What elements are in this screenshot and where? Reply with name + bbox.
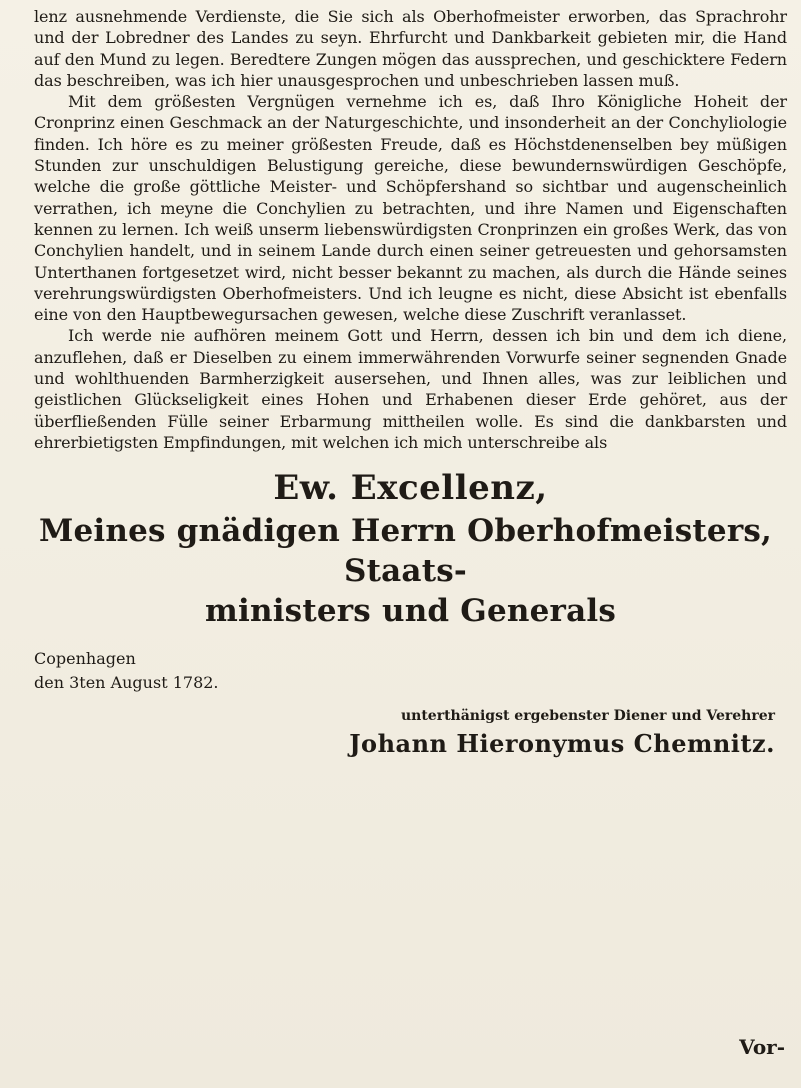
- address-line-1: Ew. Excellenz,: [273, 468, 548, 509]
- date-text: den 3ten August 1782.: [34, 673, 219, 693]
- paragraph-1: lenz ausnehmende Verdienste, die Sie sich als Oberhofmeister erworben, das Sprachrohr und der Lobredner des Landes zu seyn. Ehrfurcht und Dankbarkeit gebieten mir, die Hand auf den Mund zu legen. Beredtere Zungen mögen das aussprechen, und geschicktere Federn das beschreiben, was ich hier unausgesprochen und unbeschrieben lassen muß.: [34, 7, 787, 90]
- address-line-2: Meines gnädigen Herrn Oberhofmeisters, Staats-: [38, 513, 773, 590]
- address-line-3: ministers und Generals: [204, 593, 617, 630]
- catchword: Vor-: [739, 1035, 785, 1059]
- paragraph-2: Mit dem größesten Vergnügen vernehme ich es, daß Ihro Königliche Hoheit der Cronprinz einen Geschmack an der Naturgeschichte, und insonderheit an der Conchyliologie finden. Ich höre es zu meiner größesten Freude, daß es Höchstdenenselben bey müßigen Stunden zur unschuldigen Belustigung gereiche, diese bewundernswürdigen Geschöpfe, welche die große göttliche Meister- und Schöpfershand so sichtbar und augenscheinlich verrathen, ich meyne die Conchylien zu betrachten, und ihre Namen und Eigenschaften kennen zu lernen. Ich weiß unserm liebenswürdigsten Cronprinzen ein großes Werk, das von Conchylien handelt, und in seinem Lande durch einen seiner getreuesten und gehorsamsten Unterthanen fortgesetzet wird, nicht besser bekannt zu machen, als durch die Hände seines verehrungswürdigsten Oberhofmeisters. Und ich leugne es nicht, diese Absicht ist ebenfalls eine von den Hauptbewegursachen gewesen, welche diese Zuschrift veranlasset.: [34, 92, 787, 325]
- paragraph-3: Ich werde nie aufhören meinem Gott und Herrn, dessen ich bin und dem ich diene, anzuflehen, daß er Dieselben zu einem immerwährenden Vorwurfe seiner segnenden Gnade und wohlthuenden Barmherzigkeit ausersehen, und Ihnen alles, was zur leiblichen und geistlichen Glückseligkeit eines Hohen und Erhabenen dieser Erde gehöret, aus der überfließenden Fülle seiner Erbarmung mittheilen wolle. Es sind die dankbarsten und ehrerbietigsten Empfindungen, mit welchen ich mich unterschreibe als: [34, 326, 787, 452]
- dateline: [34, 647, 787, 695]
- place-name: Copenhagen: [34, 649, 136, 669]
- signature-closing: unterthänigst ergebenster Diener und Verehrer: [400, 708, 775, 725]
- address-block: [34, 465, 787, 631]
- signature-block: [34, 705, 787, 761]
- signature-name: Johann Hieronymus Chemnitz.: [349, 729, 775, 759]
